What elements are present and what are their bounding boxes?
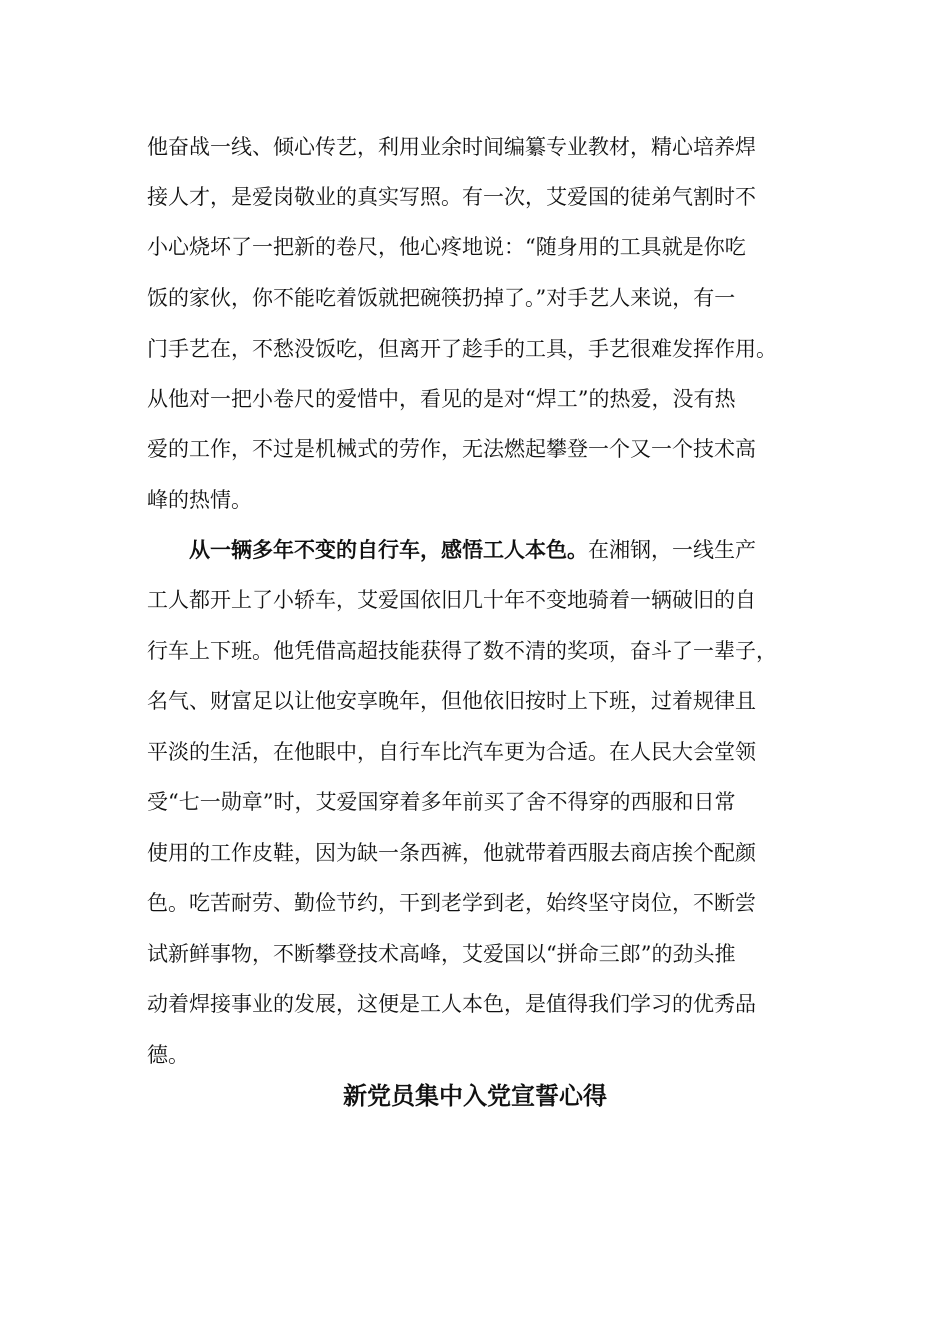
text-line: 从他对一把小卷尺的爱惜中，看见的是对“焊工”的热爱，没有热 [147, 387, 736, 411]
text-line: 名气、财富足以让他安享晚年，但他依旧按时上下班，过着规律且 [147, 689, 756, 713]
text-line-first [189, 535, 756, 565]
text-line: 门手艺在，不愁没饭吃，但离开了趁手的工具，手艺很难发挥作用。 [147, 337, 777, 361]
text-line: 峰的热情。 [147, 488, 252, 512]
text-line: 接人才，是爱岗敬业的真实写照。有一次，艾爱国的徒弟气割时不 [147, 185, 756, 209]
section-heading: 新党员集中入党宣誓心得 [343, 1082, 607, 1110]
text-line: 饭的家伙，你不能吃着饭就把碗筷扔掉了。”对手艺人来说，有一 [147, 286, 736, 310]
text-line: 工人都开上了小轿车，艾爱国依旧几十年不变地骑着一辆破旧的自 [147, 588, 756, 612]
first-line-rest: 在湘钢，一线生产 [588, 538, 756, 562]
text-line: 平淡的生活，在他眼中，自行车比汽车更为合适。在人民大会堂领 [147, 740, 756, 764]
text-line: 德。 [147, 1043, 189, 1067]
text-line: 爱的工作，不过是机械式的劳作，无法燃起攀登一个又一个技术高 [147, 437, 756, 461]
text-line: 行车上下班。他凭借高超技能获得了数不清的奖项，奋斗了一辈子， [147, 639, 777, 663]
text-line: 他奋战一线、倾心传艺，利用业余时间编纂专业教材，精心培养焊 [147, 135, 756, 159]
text-line: 受“七一勋章”时，艾爱国穿着多年前买了舍不得穿的西服和日常 [147, 790, 736, 814]
paragraph-lead-sentence: 从一辆多年不变的自行车，感悟工人本色。 [189, 538, 588, 562]
text-line: 动着焊接事业的发展，这便是工人本色，是值得我们学习的优秀品 [147, 992, 756, 1016]
text-line: 色。吃苦耐劳、勤俭节约，干到老学到老，始终坚守岗位，不断尝 [147, 891, 756, 915]
text-line: 试新鲜事物，不断攀登技术高峰，艾爱国以“拼命三郎”的劲头推 [147, 942, 736, 966]
text-line: 使用的工作皮鞋，因为缺一条西裤，他就带着西服去商店挨个配颜 [147, 841, 756, 865]
text-line: 小心烧坏了一把新的卷尺，他心疼地说：“随身用的工具就是你吃 [147, 235, 746, 259]
